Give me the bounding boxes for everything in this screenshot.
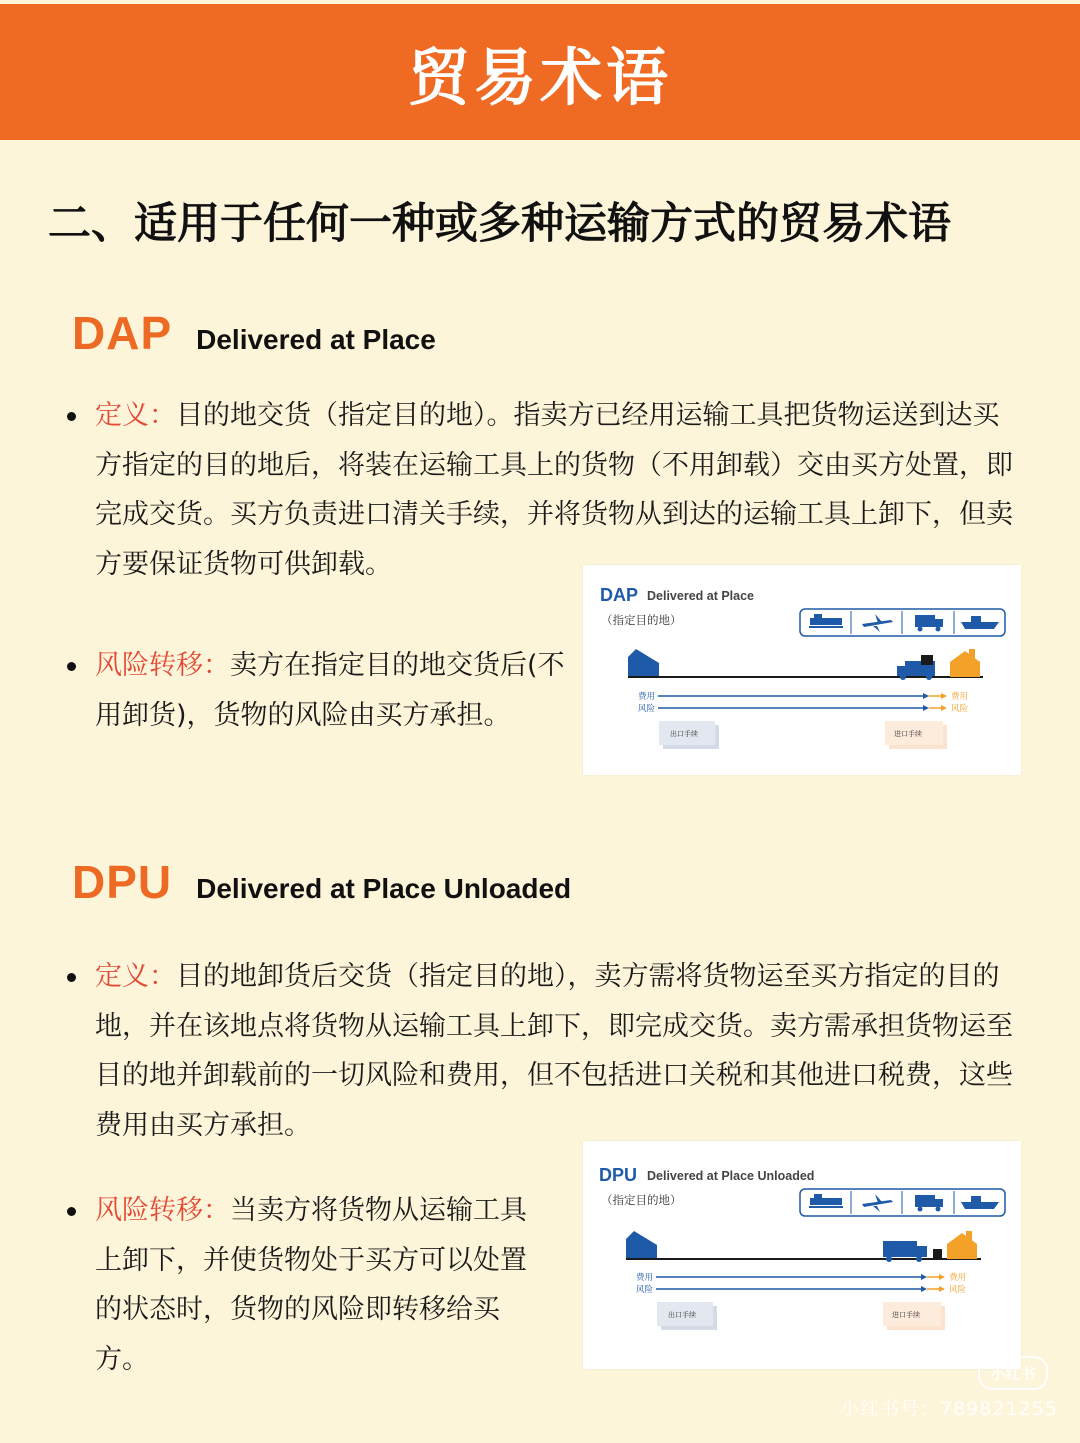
- dpu-definition-label: 定义：: [95, 961, 176, 992]
- watermark-badge: 小红书: [978, 1356, 1048, 1390]
- buyer-warehouse-icon: [950, 649, 980, 677]
- dpu-diagram-risk-label: 风险: [636, 1285, 654, 1295]
- dpu-definition-text: 目的地卸货后交货（指定目的地），卖方需将货物运至买方指定的目的地，并在该地点将货物从运输工具上卸下，即完成交货。卖方需承担货物运至目的地并卸载前的一切风险和费用，但不包括进口关税和其他进口税费，这些费用由买方承担。: [95, 961, 1013, 1141]
- seller-warehouse-icon: [626, 1231, 657, 1259]
- dap-definition-label: 定义：: [95, 400, 176, 431]
- dap-diagram-sub: （指定目的地）: [601, 613, 682, 627]
- dap-risk-label: 风险转移：: [95, 650, 230, 681]
- section-heading: 二、适用于任何一种或多种运输方式的贸易术语: [48, 199, 951, 249]
- dpu-diagram-full: Delivered at Place Unloaded: [647, 1169, 815, 1183]
- dap-diagram-cost-right: 费用: [951, 692, 969, 702]
- bullet-dot: [67, 973, 76, 982]
- banner-title: 贸易术语: [407, 40, 672, 114]
- dap-definition-text: 目的地交货（指定目的地）。指卖方已经用运输工具把货物运送到达买方指定的目的地后，将装在运输工具上的货物（不用卸载）交由买方处置，即完成交货。买方负责进口清关手续，并将货物从到达的运输工具上卸下，但卖方要保证货物可供卸载。: [95, 400, 1013, 580]
- dpu-diagram-code: DPU: [599, 1165, 638, 1185]
- import-procedures-doc: [885, 721, 947, 749]
- dpu-diagram-cost-label: 费用: [636, 1273, 654, 1283]
- transport-mode-icons: [800, 1189, 1005, 1216]
- dap-definition: [95, 391, 1020, 589]
- export-procedures-doc: [657, 1302, 717, 1330]
- dap-diagram-cost-label: 费用: [638, 692, 656, 702]
- dpu-diagram-export: 出口手续: [668, 1311, 696, 1319]
- dap-diagram: [583, 565, 1021, 775]
- dap-risk: [95, 641, 565, 740]
- bullet-dot: [67, 662, 76, 671]
- dap-heading: [72, 306, 436, 360]
- dap-diagram-import: 进口手续: [894, 730, 922, 738]
- dpu-risk-text: 当卖方将货物从运输工具上卸下，并使货物处于买方可以处置的状态时，货物的风险即转移给买方。: [95, 1195, 527, 1375]
- export-procedures-doc: [659, 721, 719, 749]
- dpu-risk-label: 风险转移：: [95, 1195, 230, 1226]
- import-procedures-doc: [883, 1302, 945, 1330]
- header-banner: [0, 4, 1080, 140]
- dap-diagram-export: 出口手续: [670, 730, 698, 738]
- watermark-id: 小红书号：789821255: [840, 1398, 1058, 1420]
- dap-full-name: Delivered at Place: [196, 324, 436, 355]
- dpu-heading: [72, 855, 571, 909]
- buyer-warehouse-icon: [947, 1231, 977, 1259]
- dpu-code: DPU: [72, 856, 173, 908]
- dap-code: DAP: [72, 307, 173, 359]
- dpu-full-name: Delivered at Place Unloaded: [196, 873, 572, 904]
- dap-risk-text: 卖方在指定目的地交货后(不用卸货)，货物的风险由买方承担。: [95, 650, 565, 731]
- dpu-diagram: [583, 1141, 1021, 1369]
- dap-diagram-code: DAP: [600, 585, 639, 605]
- dpu-diagram-sub: （指定目的地）: [601, 1193, 682, 1207]
- dpu-risk: [95, 1186, 550, 1384]
- bullet-dot: [67, 412, 76, 421]
- dpu-diagram-risk-right: 风险: [949, 1285, 967, 1295]
- dpu-definition: [95, 952, 1020, 1150]
- unloaded-goods-icon: [933, 1249, 942, 1258]
- dap-diagram-risk-right: 风险: [951, 704, 969, 714]
- transport-mode-icons: [800, 609, 1005, 636]
- bullet-dot: [67, 1207, 76, 1216]
- dap-diagram-full: Delivered at Place: [647, 589, 755, 603]
- dpu-diagram-import: 进口手续: [892, 1311, 920, 1319]
- seller-warehouse-icon: [628, 649, 659, 677]
- dpu-diagram-cost-right: 费用: [949, 1273, 967, 1283]
- dap-diagram-risk-label: 风险: [638, 704, 656, 714]
